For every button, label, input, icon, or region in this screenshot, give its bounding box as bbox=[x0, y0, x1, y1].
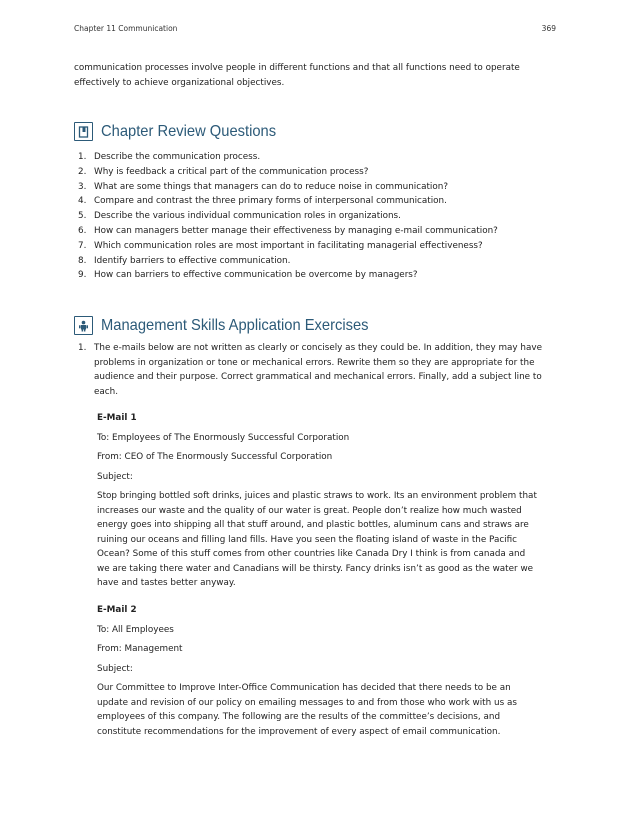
item-number: 1. bbox=[78, 343, 87, 353]
email-subject: Subject: bbox=[97, 663, 133, 674]
email-2 bbox=[97, 603, 537, 739]
email-body: Our Committee to Improve Inter-Office Communication has decided that there needs to be an update and revision of our policy on emailing messages to and from those who work with us as employees of this company. The following are the results of the committee’s decisions, and constitute recommendations for the improvement of every aspect of email communication. bbox=[97, 683, 517, 737]
email-from: From: Management bbox=[97, 644, 183, 654]
list-item bbox=[74, 224, 544, 239]
exercises-section-title: Management Skills Application Exercises bbox=[101, 316, 369, 334]
list-item bbox=[74, 150, 544, 165]
item-number: 4. bbox=[78, 196, 87, 207]
chapter-title: Chapter 11 Communication bbox=[74, 24, 178, 33]
item-text: The e-mails below are not written as clearly or concisely as they could be. In addition, they may have problems in organization or tone or mechanical errors. Rewrite them so they are appropriate for the audience and their purpose. Correct grammatical and mechanical errors. Finally, add a subject line to each. bbox=[94, 343, 542, 397]
item-number: 2. bbox=[78, 166, 87, 177]
list-item bbox=[74, 254, 544, 269]
item-text: Identify barriers to effective communication. bbox=[94, 255, 291, 266]
item-text: How can barriers to effective communication be overcome by managers? bbox=[94, 270, 418, 281]
review-section-heading bbox=[74, 122, 291, 141]
exercises-section-heading bbox=[74, 316, 392, 335]
book-icon bbox=[74, 122, 93, 141]
item-number: 5. bbox=[78, 211, 87, 222]
email-to: To: All Employees bbox=[97, 624, 174, 635]
item-number: 6. bbox=[78, 225, 87, 236]
list-item bbox=[74, 268, 544, 283]
item-text: Describe the various individual communication roles in organizations. bbox=[94, 211, 401, 222]
list-item bbox=[74, 165, 544, 180]
email-1 bbox=[97, 411, 537, 591]
item-text: Describe the communication process. bbox=[94, 152, 261, 162]
item-number: 3. bbox=[78, 181, 87, 192]
email-subject: Subject: bbox=[97, 471, 133, 482]
email-from: From: CEO of The Enormously Successful Corporation bbox=[97, 452, 333, 462]
item-text: What are some things that managers can do to reduce noise in communication? bbox=[94, 181, 448, 192]
item-text: Why is feedback a critical part of the communication process? bbox=[94, 166, 369, 177]
list-item bbox=[74, 239, 544, 254]
person-skills-icon bbox=[74, 316, 93, 335]
review-section-title: Chapter Review Questions bbox=[101, 122, 277, 140]
list-item bbox=[74, 180, 544, 195]
intro-paragraph: communication processes involve people in different functions and that all functions need to operate effectively to achieve organizational objectives. bbox=[74, 63, 520, 88]
item-number: 7. bbox=[78, 240, 87, 251]
list-item bbox=[74, 194, 544, 209]
list-item bbox=[74, 209, 544, 224]
email-label: E-Mail 1 bbox=[97, 413, 137, 423]
item-number: 1. bbox=[78, 152, 87, 162]
item-number: 8. bbox=[78, 255, 87, 266]
email-label: E-Mail 2 bbox=[97, 605, 137, 615]
item-text: How can managers better manage their effectiveness by managing e-mail communication? bbox=[94, 225, 498, 236]
review-questions-list bbox=[74, 150, 544, 283]
item-text: Which communication roles are most important in facilitating managerial effectiveness? bbox=[94, 240, 483, 251]
item-number: 9. bbox=[78, 270, 87, 281]
page-number: 369 bbox=[541, 24, 556, 33]
list-item bbox=[74, 341, 544, 399]
running-header bbox=[74, 24, 556, 33]
email-body: Stop bringing bottled soft drinks, juices and plastic straws to work. Its an environment problem that increases our waste and the quality of our water is great. People don’t realize how much wasted energy goes into shipping all that stuff around, and plastic bottles, aluminum cans and straws are ruining our oceans and filling land fills. Have you seen the floating island of waste in the Pacific Ocean? Some of this stuff comes from other countries like Canada Dry I think is from canada and we are taking there water and Canadians will be thirsty. Fancy drinks isn’t as good as the water we have and tastes better anyway. bbox=[97, 491, 537, 588]
item-text: Compare and contrast the three primary forms of interpersonal communication. bbox=[94, 196, 447, 207]
exercises-list bbox=[74, 341, 544, 399]
email-to: To: Employees of The Enormously Successful Corporation bbox=[97, 432, 350, 443]
